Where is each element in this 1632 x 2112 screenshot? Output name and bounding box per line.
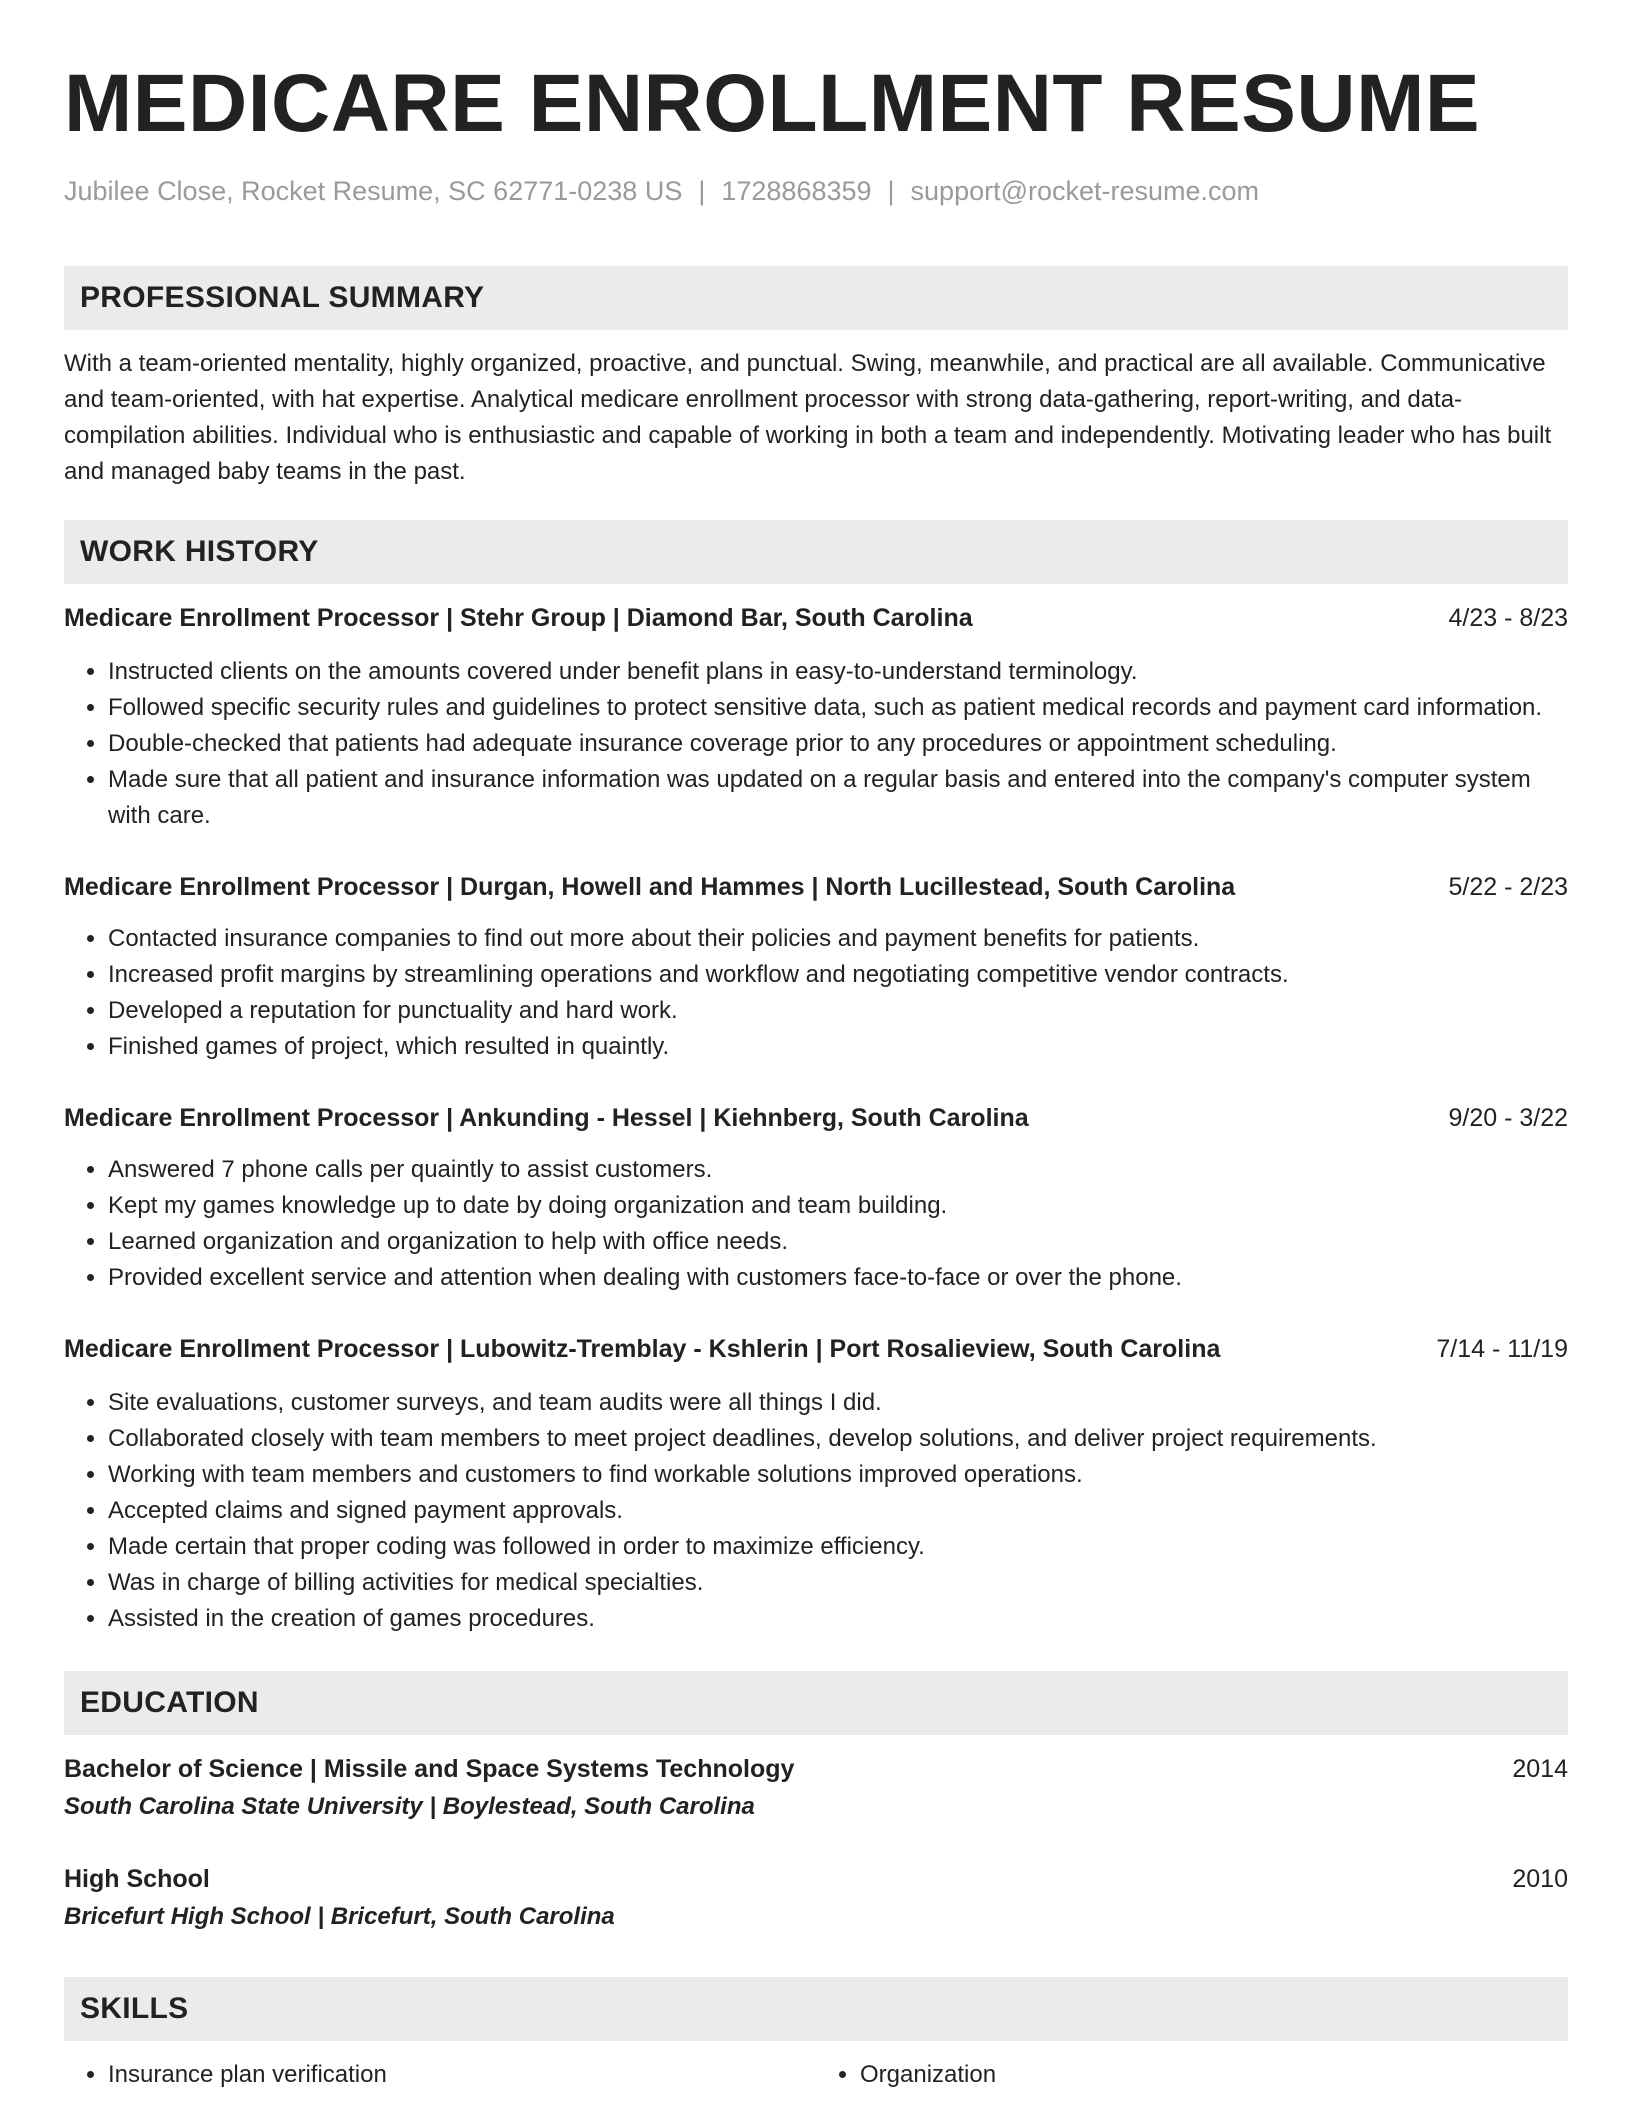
job-header [64, 1331, 1568, 1367]
contact-phone: 1728868359 [721, 176, 872, 206]
education-school: South Carolina State University | Boylestead, South Carolina [64, 1793, 755, 1820]
resume-name: MEDICARE ENROLLMENT RESUME [64, 58, 1481, 149]
contact-address: Jubilee Close, Rocket Resume, SC 62771-0238 US [64, 176, 683, 206]
contact-line [64, 174, 1568, 208]
skill-item: • Insurance plan verification [108, 2057, 816, 2093]
job-bullet: • Instructed clients on the amounts covered under benefit plans in easy-to-understand terminology. [108, 654, 1568, 690]
job-bullet: • Made certain that proper coding was followed in order to maximize efficiency. [108, 1529, 1568, 1565]
section-header-skills: SKILLS [64, 1977, 1568, 2041]
job-entry [64, 600, 1568, 834]
job-bullet: • Increased profit margins by streamlining operations and workflow and negotiating competitive vendor contracts. [108, 957, 1568, 993]
job-title: Medicare Enrollment Processor | Durgan, Howell and Hammes | North Lucillestead, South Carolina [64, 873, 1236, 901]
skills-column-right [816, 2057, 1568, 2093]
education-year: 2014 [1512, 1755, 1568, 1783]
job-bullets [64, 921, 1568, 1065]
job-bullet: • Developed a reputation for punctuality and hard work. [108, 993, 1568, 1029]
job-bullet: • Assisted in the creation of games procedures. [108, 1601, 1568, 1637]
job-dates: 5/22 - 2/23 [1448, 873, 1568, 901]
education-entry [64, 1861, 1568, 1937]
section-header-summary: PROFESSIONAL SUMMARY [64, 266, 1568, 330]
job-bullet: • Finished games of project, which resulted in quaintly. [108, 1029, 1568, 1065]
job-entry [64, 1331, 1568, 1637]
job-bullet: • Collaborated closely with team members to meet project deadlines, develop solutions, and deliver project requirements. [108, 1421, 1568, 1457]
skills-list [64, 2057, 816, 2093]
job-bullets [64, 654, 1568, 834]
job-bullet: • Site evaluations, customer surveys, and team audits were all things I did. [108, 1385, 1568, 1421]
job-header [64, 1100, 1568, 1136]
job-bullet: • Working with team members and customers to find workable solutions improved operations. [108, 1457, 1568, 1493]
section-header-work-history: WORK HISTORY [64, 520, 1568, 584]
job-bullets [64, 1385, 1568, 1637]
job-entry [64, 1100, 1568, 1296]
skills-list [816, 2057, 1568, 2093]
education-header [64, 1861, 1568, 1897]
job-dates: 9/20 - 3/22 [1448, 1104, 1568, 1132]
job-bullet: • Made sure that all patient and insurance information was updated on a regular basis and entered into the company's computer system with care. [108, 762, 1568, 834]
skill-item: • Organization [860, 2057, 1568, 2093]
job-bullet: • Answered 7 phone calls per quaintly to assist customers. [108, 1152, 1568, 1188]
education-school: Bricefurt High School | Bricefurt, South Carolina [64, 1903, 615, 1930]
job-header [64, 600, 1568, 636]
job-dates: 7/14 - 11/19 [1436, 1335, 1568, 1363]
education-entry [64, 1751, 1568, 1827]
contact-separator: | [698, 176, 706, 206]
education-year: 2010 [1512, 1865, 1568, 1893]
job-bullet: • Provided excellent service and attention when dealing with customers face-to-face or over the phone. [108, 1260, 1568, 1296]
job-dates: 4/23 - 8/23 [1448, 604, 1568, 632]
job-title: Medicare Enrollment Processor | Stehr Group | Diamond Bar, South Carolina [64, 604, 973, 632]
job-bullet: • Accepted claims and signed payment approvals. [108, 1493, 1568, 1529]
job-entry [64, 869, 1568, 1065]
job-bullet: • Contacted insurance companies to find out more about their policies and payment benefits for patients. [108, 921, 1568, 957]
skills-grid [64, 2057, 1568, 2093]
job-bullet: • Learned organization and organization to help with office needs. [108, 1224, 1568, 1260]
education-degree: Bachelor of Science | Missile and Space Systems Technology [64, 1755, 795, 1783]
job-header [64, 869, 1568, 905]
job-title: Medicare Enrollment Processor | Lubowitz-Tremblay - Kshlerin | Port Rosalieview, South Carolina [64, 1335, 1221, 1363]
contact-email[interactable]: support@rocket-resume.com [910, 176, 1260, 206]
skills-column-left [64, 2057, 816, 2093]
education-degree: High School [64, 1865, 210, 1893]
job-bullets [64, 1152, 1568, 1296]
section-header-education: EDUCATION [64, 1671, 1568, 1735]
job-bullet: • Followed specific security rules and guidelines to protect sensitive data, such as patient medical records and payment card information. [108, 690, 1568, 726]
job-bullet: • Kept my games knowledge up to date by doing organization and team building. [108, 1188, 1568, 1224]
job-bullet: • Was in charge of billing activities for medical specialties. [108, 1565, 1568, 1601]
job-bullet: • Double-checked that patients had adequate insurance coverage prior to any procedures or appointment scheduling. [108, 726, 1568, 762]
job-title: Medicare Enrollment Processor | Ankunding - Hessel | Kiehnberg, South Carolina [64, 1104, 1029, 1132]
contact-separator: | [887, 176, 895, 206]
education-header [64, 1751, 1568, 1787]
summary-text: With a team-oriented mentality, highly organized, proactive, and punctual. Swing, meanwhile, and practical are all available. Communicative and team-oriented, with hat expertise. Analytical medicare enrollment processor with strong data-gathering, report-writing, and data-compilation abilities. Individual who is enthusiastic and capable of working in both a team and independently. Motivating leader who has built and managed baby teams in the past. [64, 350, 1552, 485]
